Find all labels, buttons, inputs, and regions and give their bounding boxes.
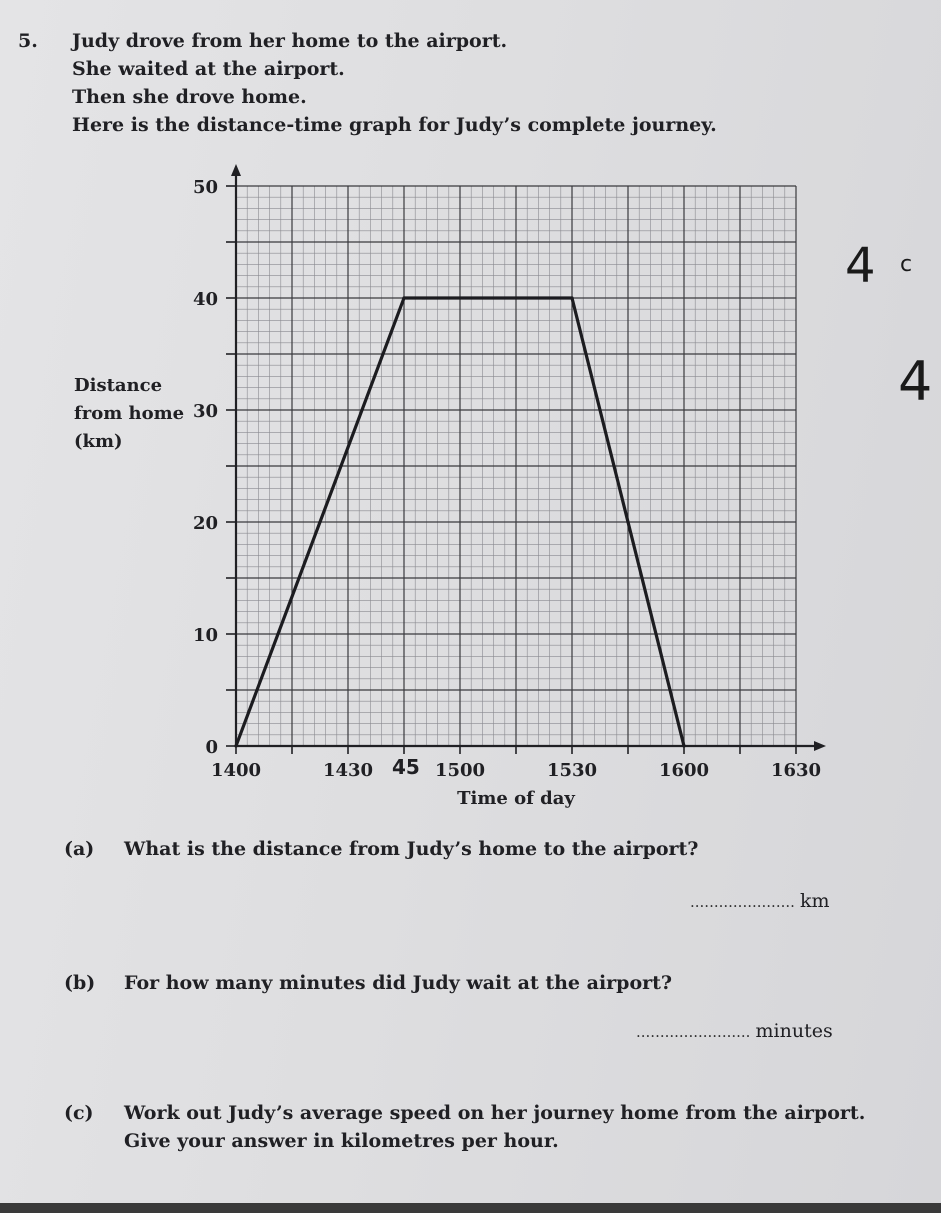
answer-unit: km xyxy=(800,890,830,912)
intro-line-1: Judy drove from her home to the airport. xyxy=(72,30,508,52)
y-axis-label-line-3: (km) xyxy=(74,431,123,452)
y-tick-label: 50 xyxy=(192,177,218,198)
x-tick-label: 1600 xyxy=(658,760,710,781)
margin-mark-c: c xyxy=(900,252,913,277)
axes xyxy=(231,164,826,751)
y-tick-label: 40 xyxy=(192,289,218,310)
data-point xyxy=(570,296,573,299)
part-c-letter: (c) xyxy=(64,1102,94,1124)
part-b-answer[interactable] xyxy=(636,1020,833,1042)
part-a-answer[interactable] xyxy=(690,890,830,912)
part-a-letter: (a) xyxy=(64,838,95,860)
data-point xyxy=(402,296,405,299)
answer-line[interactable]: ...................... xyxy=(690,893,795,911)
y-axis-label-line-2: from home xyxy=(74,403,185,424)
part-c-question-line-1: Work out Judy’s average speed on her journey home from the airport. xyxy=(124,1102,866,1124)
y-axis-label-line-1: Distance xyxy=(74,375,163,396)
intro-line-4: Here is the distance-time graph for Judy’s complete journey. xyxy=(72,114,717,136)
x-tick-label: 1500 xyxy=(434,760,486,781)
margin-note-2: 4 xyxy=(898,350,933,413)
question-number: 5. xyxy=(18,30,38,52)
handwritten-45-annotation: 45 xyxy=(392,755,420,779)
y-tick-label: 20 xyxy=(192,513,218,534)
data-point xyxy=(682,744,685,747)
intro-line-3: Then she drove home. xyxy=(72,86,307,108)
y-axis-arrow xyxy=(231,164,241,176)
page-bottom-edge xyxy=(0,1203,941,1213)
data-point xyxy=(234,744,237,747)
part-a-question: What is the distance from Judy’s home to the airport? xyxy=(124,838,699,860)
y-tick-label: 0 xyxy=(205,737,218,758)
x-axis-label: Time of day xyxy=(457,788,575,809)
part-b-question: For how many minutes did Judy wait at the airport? xyxy=(124,972,673,994)
part-c-question-line-2: Give your answer in kilometres per hour. xyxy=(124,1130,559,1152)
ticks xyxy=(226,186,796,754)
x-tick-label: 1630 xyxy=(770,760,822,781)
intro-line-2: She waited at the airport. xyxy=(72,58,345,80)
x-axis-arrow xyxy=(814,741,826,751)
y-tick-label: 10 xyxy=(192,625,218,646)
x-tick-label: 1530 xyxy=(546,760,598,781)
x-tick-label: 1400 xyxy=(210,760,262,781)
margin-note-1: 4 xyxy=(845,238,876,294)
y-tick-label: 30 xyxy=(192,401,218,422)
grid-major xyxy=(236,186,796,746)
part-b-letter: (b) xyxy=(64,972,96,994)
x-tick-label: 1430 xyxy=(322,760,374,781)
answer-unit: minutes xyxy=(755,1020,833,1042)
answer-line[interactable]: ........................ xyxy=(636,1023,751,1041)
